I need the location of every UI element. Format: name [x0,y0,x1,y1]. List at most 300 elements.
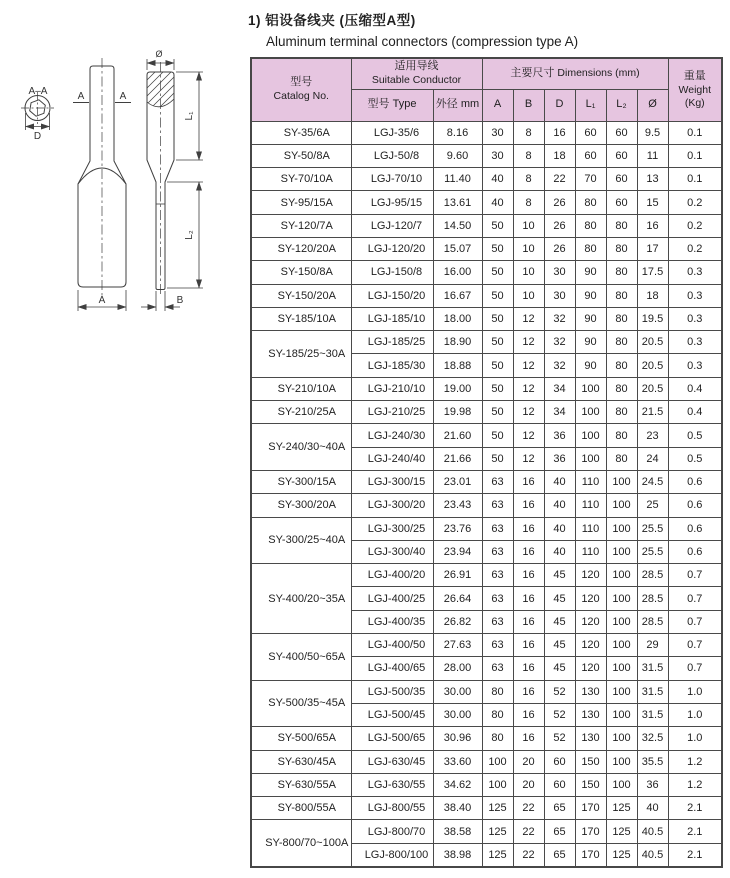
catalog-cell: SY-70/10A [251,168,351,191]
weight-cell: 0.6 [668,517,722,540]
conductor-type-cell: LGJ-400/65 [351,657,433,680]
header-weight-zh: 重量 [683,69,706,82]
conductor-type-cell: LGJ-210/25 [351,401,433,424]
dim-l1-cell: 90 [575,354,606,377]
weight-cell: 0.1 [668,121,722,144]
dim-l1-cell: 120 [575,657,606,680]
od-cell: 21.60 [433,424,482,447]
conductor-type-cell: LGJ-800/55 [351,797,433,820]
weight-cell: 0.7 [668,587,722,610]
dim-a-cell: 50 [482,284,513,307]
header-catalog-zh: 型号 [290,76,313,89]
dim-l1-cell: 150 [575,773,606,796]
dim-a-cell: 50 [482,354,513,377]
table-row [251,470,722,493]
dim-d-cell: 26 [544,214,575,237]
dim-dia-cell: 16 [637,214,668,237]
conductor-type-cell: LGJ-400/50 [351,634,433,657]
title-block [248,9,578,49]
dim-d-cell: 30 [544,284,575,307]
dim-a-cell: 125 [482,797,513,820]
od-cell: 21.66 [433,447,482,470]
od-cell: 18.90 [433,331,482,354]
dim-d-cell: 40 [544,517,575,540]
dim-d-cell: 52 [544,680,575,703]
conductor-type-cell: LGJ-95/15 [351,191,433,214]
conductor-type-cell: LGJ-800/70 [351,820,433,843]
dim-dia-cell: 40.5 [637,820,668,843]
dim-l1-cell: 110 [575,494,606,517]
table-row [251,261,722,284]
dim-l1-cell: 60 [575,144,606,167]
dim-l1-cell: 170 [575,820,606,843]
table-row [251,517,722,540]
dim-b-cell: 10 [513,237,544,260]
od-cell: 23.43 [433,494,482,517]
table-row [251,564,722,587]
weight-cell: 0.2 [668,237,722,260]
dim-l2-cell: 80 [606,307,637,330]
conductor-type-cell: LGJ-185/10 [351,307,433,330]
dim-d-cell: 65 [544,843,575,866]
dim-b-cell: 12 [513,331,544,354]
od-cell: 26.91 [433,564,482,587]
od-cell: 30.00 [433,703,482,726]
dim-l1-cell: 100 [575,401,606,424]
dim-l2-cell: 125 [606,843,637,866]
weight-cell: 0.3 [668,284,722,307]
dim-d-cell: 52 [544,727,575,750]
dim-dia-cell: 40.5 [637,843,668,866]
od-cell: 38.40 [433,797,482,820]
dim-l2-cell: 60 [606,168,637,191]
weight-cell: 0.2 [668,191,722,214]
dim-dia-cell: 15 [637,191,668,214]
dim-a-cell: 50 [482,307,513,330]
od-cell: 15.07 [433,237,482,260]
dim-b-cell: 16 [513,657,544,680]
table-row [251,494,722,517]
weight-cell: 0.6 [668,470,722,493]
dim-l1-cell: 170 [575,797,606,820]
catalog-cell: SY-150/20A [251,284,351,307]
dim-d-cell: 18 [544,144,575,167]
dim-b-cell: 12 [513,401,544,424]
conductor-type-cell: LGJ-300/25 [351,517,433,540]
catalog-cell: SY-120/7A [251,214,351,237]
weight-cell: 0.5 [668,447,722,470]
dim-l2-cell: 80 [606,237,637,260]
weight-cell: 1.0 [668,703,722,726]
od-cell: 18.88 [433,354,482,377]
weight-cell: 0.6 [668,494,722,517]
dim-d-cell: 45 [544,657,575,680]
dim-l2-cell: 100 [606,587,637,610]
dim-l1-cell: 170 [575,843,606,866]
dim-a-cell: 63 [482,610,513,633]
dim-l2-cell: 80 [606,401,637,424]
od-cell: 33.60 [433,750,482,773]
dim-a-cell: 100 [482,750,513,773]
catalog-cell: SY-400/50~65A [251,634,351,681]
conductor-type-cell: LGJ-70/10 [351,168,433,191]
table-row [251,401,722,424]
catalog-cell: SY-35/6A [251,121,351,144]
dim-a-cell: 40 [482,191,513,214]
weight-cell: 0.4 [668,401,722,424]
catalog-cell: SY-240/30~40A [251,424,351,471]
dim-l1-cell: 120 [575,587,606,610]
dim-b-cell: 22 [513,820,544,843]
page-title-en: Aluminum terminal connectors (compression type A) [266,34,579,49]
dim-l2-cell: 60 [606,121,637,144]
catalog-cell: SY-300/15A [251,470,351,493]
dim-a-cell: 50 [482,261,513,284]
dim-b-cell: 16 [513,634,544,657]
dim-a-cell: 63 [482,657,513,680]
table-row [251,121,722,144]
od-cell: 26.82 [433,610,482,633]
dim-l2-cell: 100 [606,540,637,563]
table-row [251,214,722,237]
header-dim-l2: L₂ [606,89,637,121]
dim-d-cell: 34 [544,401,575,424]
catalog-cell: SY-300/25~40A [251,517,351,564]
dim-l1-cell: 150 [575,750,606,773]
conductor-type-cell: LGJ-300/15 [351,470,433,493]
dim-l1-cell: 100 [575,377,606,400]
dim-l2-cell: 100 [606,470,637,493]
dim-dia-cell: 20.5 [637,331,668,354]
conductor-type-cell: LGJ-800/100 [351,843,433,866]
catalog-cell: SY-120/20A [251,237,351,260]
weight-cell: 0.7 [668,564,722,587]
conductor-type-cell: LGJ-120/20 [351,237,433,260]
dim-l1-cell: 90 [575,307,606,330]
header-weight [668,58,722,121]
dim-l1-cell: 80 [575,237,606,260]
dim-b-cell: 16 [513,610,544,633]
od-cell: 16.00 [433,261,482,284]
dim-dia-cell: 20.5 [637,377,668,400]
dim-l1-cell: 130 [575,727,606,750]
header-dim-l1: L₁ [575,89,606,121]
dim-l1-cell: 60 [575,121,606,144]
catalog-cell: SY-185/25~30A [251,331,351,378]
dim-a-cell: 30 [482,121,513,144]
weight-cell: 0.6 [668,540,722,563]
catalog-cell: SY-50/8A [251,144,351,167]
dim-a-cell: 30 [482,144,513,167]
od-cell: 19.98 [433,401,482,424]
dim-dia-cell: 11 [637,144,668,167]
dim-l2-cell: 100 [606,657,637,680]
dim-b-cell: 22 [513,797,544,820]
dim-l1-cell: 120 [575,610,606,633]
conductor-type-cell: LGJ-630/55 [351,773,433,796]
table-row [251,424,722,447]
dim-l1-cell: 80 [575,214,606,237]
od-cell: 26.64 [433,587,482,610]
conductor-type-cell: LGJ-400/20 [351,564,433,587]
header-catalog-en: Catalog No. [273,90,329,103]
header-conductor-zh: 适用导线 [394,60,439,73]
dim-l1-cell: 100 [575,424,606,447]
dim-l2-cell: 125 [606,820,637,843]
od-cell: 38.58 [433,820,482,843]
od-cell: 11.40 [433,168,482,191]
dim-dia-cell: 23 [637,424,668,447]
dim-d-cell: 45 [544,564,575,587]
header-conductor [351,58,482,89]
catalog-cell: SY-400/20~35A [251,564,351,634]
dim-b-cell: 16 [513,517,544,540]
dim-d-cell: 65 [544,820,575,843]
dim-dia-cell: 29 [637,634,668,657]
weight-cell: 0.7 [668,657,722,680]
dim-l1-cell: 90 [575,284,606,307]
dim-d-cell: 36 [544,424,575,447]
dim-d-cell: 26 [544,237,575,260]
dim-l2-cell: 80 [606,261,637,284]
dim-d-cell: 60 [544,773,575,796]
catalog-cell: SY-500/65A [251,727,351,750]
table-row [251,634,722,657]
table-row [251,168,722,191]
dim-l2-cell: 100 [606,494,637,517]
conductor-type-cell: LGJ-400/35 [351,610,433,633]
spec-table-header [251,58,722,121]
catalog-cell: SY-500/35~45A [251,680,351,727]
catalog-cell: SY-210/25A [251,401,351,424]
table-row [251,820,722,843]
dim-a-cell: 80 [482,680,513,703]
od-cell: 16.67 [433,284,482,307]
dim-a-cell: 80 [482,727,513,750]
catalog-cell: SY-630/55A [251,773,351,796]
dim-l1-label: L₁ [184,111,195,121]
conductor-type-cell: LGJ-50/8 [351,144,433,167]
table-row [251,307,722,330]
conductor-type-cell: LGJ-150/20 [351,284,433,307]
dim-d-cell: 32 [544,307,575,330]
dim-b-cell: 10 [513,214,544,237]
dim-dia-cell: 28.5 [637,564,668,587]
dim-dia-cell: 13 [637,168,668,191]
dim-dia-cell: 28.5 [637,587,668,610]
table-row [251,750,722,773]
dim-l2-label: L₂ [184,230,195,240]
dim-dia-cell: 36 [637,773,668,796]
dim-d-cell: 45 [544,634,575,657]
header-catalog [251,58,351,121]
header-dim-a: A [482,89,513,121]
table-row [251,377,722,400]
conductor-type-cell: LGJ-120/7 [351,214,433,237]
od-cell: 30.96 [433,727,482,750]
dim-b-cell: 12 [513,447,544,470]
dim-l1-cell: 130 [575,703,606,726]
dim-b-cell: 16 [513,587,544,610]
dim-d-cell: 40 [544,540,575,563]
weight-cell: 0.7 [668,634,722,657]
table-row [251,797,722,820]
weight-cell: 0.7 [668,610,722,633]
catalog-cell: SY-150/8A [251,261,351,284]
weight-cell: 0.1 [668,144,722,167]
dim-l1-cell: 70 [575,168,606,191]
header-dimensions-en: Dimensions (mm) [557,66,640,79]
dim-l2-cell: 100 [606,517,637,540]
dim-d-cell: 52 [544,703,575,726]
dim-l2-cell: 60 [606,191,637,214]
dim-d-cell: 40 [544,494,575,517]
conductor-type-cell: LGJ-185/30 [351,354,433,377]
weight-cell: 0.3 [668,261,722,284]
weight-cell: 0.1 [668,168,722,191]
dim-a-cell: 63 [482,517,513,540]
dim-l2-cell: 80 [606,331,637,354]
dim-l2-cell: 80 [606,447,637,470]
dim-a-cell: 50 [482,237,513,260]
dim-b-label: B [176,295,184,306]
conductor-type-cell: LGJ-150/8 [351,261,433,284]
catalog-cell: SY-300/20A [251,494,351,517]
dim-b-cell: 16 [513,564,544,587]
dim-d-cell: 40 [544,470,575,493]
dim-l2-cell: 80 [606,354,637,377]
weight-cell: 2.1 [668,820,722,843]
dim-a-cell: 50 [482,401,513,424]
od-cell: 8.16 [433,121,482,144]
dim-b-cell: 22 [513,843,544,866]
front-view [73,58,131,311]
header-weight-unit: (Kg) [684,96,705,109]
dim-d-cell: 65 [544,797,575,820]
dim-l2-cell: 100 [606,564,637,587]
dim-d-cell: 16 [544,121,575,144]
section-view-label: A–A [28,86,48,97]
dim-dia-cell: 24 [637,447,668,470]
table-row [251,144,722,167]
conductor-type-cell: LGJ-630/45 [351,750,433,773]
dim-l2-cell: 80 [606,284,637,307]
conductor-type-cell: LGJ-210/10 [351,377,433,400]
dim-b-cell: 16 [513,540,544,563]
catalog-cell: SY-630/45A [251,750,351,773]
header-conductor-type: 型号 Type [351,89,433,121]
spec-table-body [251,121,722,867]
header-dim-b: B [513,89,544,121]
dim-dia-cell: 31.5 [637,680,668,703]
dim-d-cell: 34 [544,377,575,400]
dim-dia-cell: 17.5 [637,261,668,284]
dim-b-cell: 8 [513,144,544,167]
dim-a-cell: 125 [482,843,513,866]
od-cell: 9.60 [433,144,482,167]
dim-l1-cell: 110 [575,540,606,563]
conductor-type-cell: LGJ-240/40 [351,447,433,470]
dim-a-cell: 50 [482,331,513,354]
dim-a-cell: 125 [482,820,513,843]
dim-a-cell: 50 [482,214,513,237]
catalog-cell: SY-800/70~100A [251,820,351,867]
cut-plane-label-right: A [119,91,127,102]
dim-dia-cell: 32.5 [637,727,668,750]
header-dimensions-zh: 主要尺寸 [510,66,555,79]
dim-dia-cell: 20.5 [637,354,668,377]
dim-dia-cell: 19.5 [637,307,668,330]
dim-b-cell: 16 [513,727,544,750]
header-conductor-od: 外径 mm [433,89,482,121]
table-row [251,284,722,307]
dim-dia-cell: 24.5 [637,470,668,493]
dim-l2-cell: 60 [606,144,637,167]
dim-dia-cell: 17 [637,237,668,260]
table-row [251,237,722,260]
dim-d-label: D [33,131,42,142]
dim-d-cell: 60 [544,750,575,773]
weight-cell: 0.3 [668,331,722,354]
dim-dia-cell: 18 [637,284,668,307]
dim-a-cell: 100 [482,773,513,796]
spec-table [250,57,723,868]
dim-a-cell: 63 [482,587,513,610]
header-weight-en: Weight [678,83,712,96]
dim-a-cell: 50 [482,424,513,447]
dim-b-cell: 16 [513,680,544,703]
dim-dia-cell: 31.5 [637,657,668,680]
dim-d-cell: 30 [544,261,575,284]
dim-l1-cell: 130 [575,680,606,703]
conductor-type-cell: LGJ-500/45 [351,703,433,726]
dim-l1-cell: 120 [575,564,606,587]
weight-cell: 1.0 [668,680,722,703]
dim-b-cell: 16 [513,703,544,726]
dim-a-cell: 63 [482,634,513,657]
dim-dia-cell: 40 [637,797,668,820]
table-row [251,331,722,354]
weight-cell: 2.1 [668,843,722,866]
dim-l2-cell: 100 [606,750,637,773]
dim-b-cell: 12 [513,424,544,447]
section-view [21,86,54,142]
header-conductor-en: Suitable Conductor [371,74,462,87]
dim-d-cell: 26 [544,191,575,214]
catalog-cell: SY-210/10A [251,377,351,400]
od-cell: 34.62 [433,773,482,796]
conductor-type-cell: LGJ-240/30 [351,424,433,447]
weight-cell: 0.4 [668,377,722,400]
dim-l1-cell: 80 [575,191,606,214]
dim-l1-cell: 100 [575,447,606,470]
weight-cell: 1.0 [668,727,722,750]
conductor-type-cell: LGJ-500/35 [351,680,433,703]
dim-d-cell: 22 [544,168,575,191]
dim-d-cell: 45 [544,610,575,633]
table-row [251,727,722,750]
technical-drawing [2,48,248,320]
dim-b-cell: 10 [513,261,544,284]
dim-a-cell: 63 [482,540,513,563]
dim-l2-cell: 80 [606,424,637,447]
dim-d-cell: 45 [544,587,575,610]
od-cell: 23.76 [433,517,482,540]
dim-a-cell: 50 [482,447,513,470]
dim-dia-cell: 9.5 [637,121,668,144]
dim-b-cell: 8 [513,168,544,191]
header-dim-d: D [544,89,575,121]
